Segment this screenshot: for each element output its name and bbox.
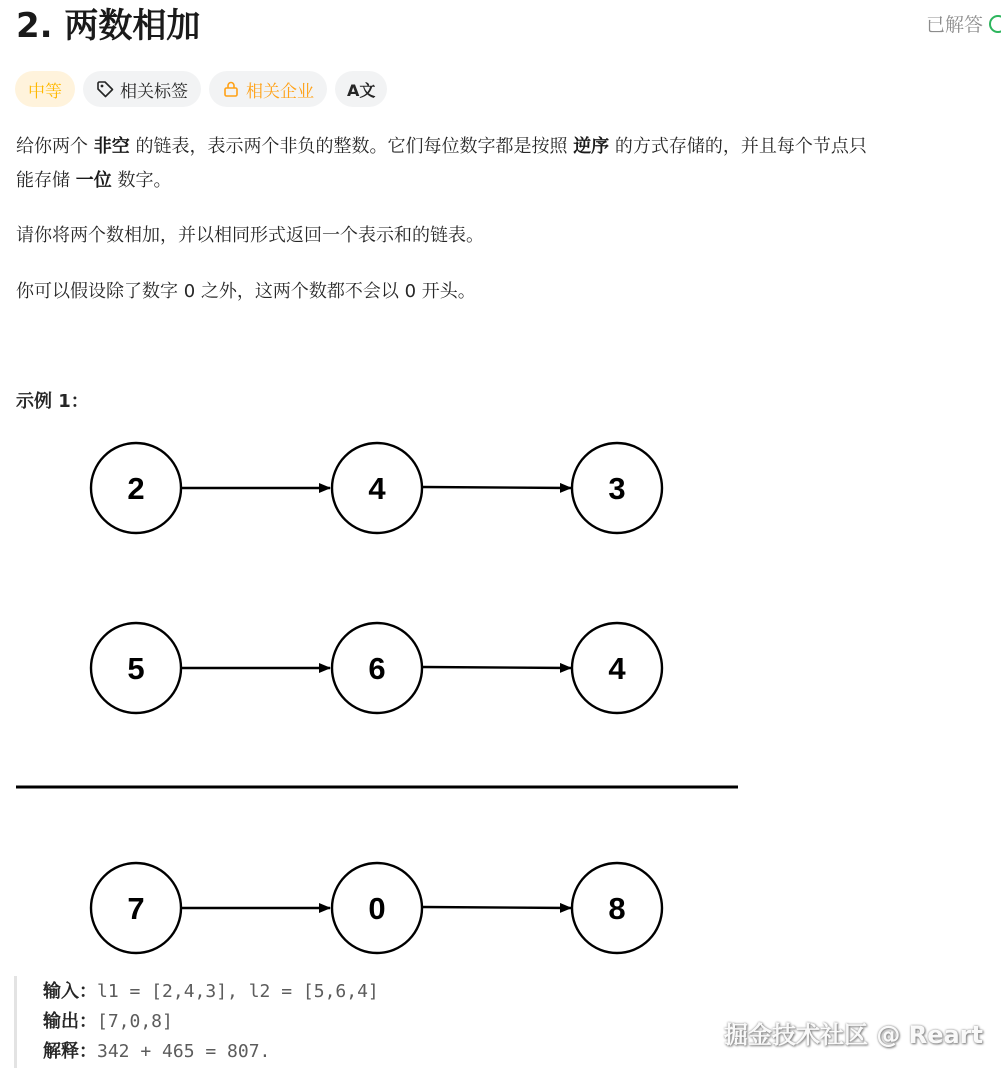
description-line-2	[16, 165, 171, 197]
input-value: l1 = [2,4,3], l2 = [5,6,4]	[97, 981, 379, 1002]
topics-tag-label: 相关标签	[120, 81, 188, 102]
tag-row	[15, 71, 387, 107]
difficulty-label: 中等	[28, 81, 62, 102]
difficulty-badge[interactable]	[15, 71, 75, 107]
output-label: 输出：	[43, 1011, 97, 1032]
lock-icon	[222, 80, 240, 98]
check-circle-icon	[989, 15, 1001, 33]
node-value: 4	[368, 471, 386, 506]
description-text: 的链表，表示两个非负的整数。它们每位数字都是按照	[129, 136, 574, 157]
problem-title: 2. 两数相加	[16, 6, 201, 46]
description-text: 给你两个	[16, 136, 94, 157]
translate-icon: A文	[347, 80, 376, 100]
example-io-block	[14, 976, 617, 1068]
description-bold-nonempty: 非空	[93, 136, 130, 157]
arrow	[422, 667, 571, 668]
description-text: 能存储	[16, 170, 76, 191]
description-bold-reverse: 逆序	[573, 136, 610, 157]
node-value: 5	[127, 651, 145, 686]
companies-tag-label: 相关企业	[246, 81, 314, 102]
description-paragraph-3: 你可以假设除了数字 0 之外，这两个数都不会以 0 开头。	[16, 281, 476, 302]
arrow	[422, 907, 571, 908]
node-value: 6	[368, 651, 386, 686]
description-text: 的方式存储的，并且每个节点只	[609, 136, 867, 157]
input-label: 输入：	[43, 981, 97, 1002]
topics-tag-button[interactable]	[83, 71, 201, 107]
example-title: 示例 1：	[16, 391, 89, 412]
list-row-l2	[91, 623, 662, 713]
list-row-result	[91, 863, 662, 953]
watermark: 掘金技术社区 @ Reart	[724, 1021, 983, 1049]
explain-label: 解释：	[43, 1041, 97, 1062]
node-value: 4	[608, 651, 626, 686]
description-bold-onedigit: 一位	[75, 170, 112, 191]
output-value: [7,0,8]	[97, 1011, 173, 1032]
solved-status	[926, 10, 1001, 37]
node-value: 8	[608, 891, 626, 926]
example-explanation	[43, 1037, 270, 1067]
node-value: 3	[608, 471, 626, 506]
arrow	[422, 487, 571, 488]
companies-tag-button[interactable]	[209, 71, 327, 107]
description-line-1	[16, 131, 867, 163]
example-input	[43, 977, 379, 1007]
tag-icon	[96, 80, 114, 98]
explain-value: 342 + 465 = 807.	[97, 1041, 271, 1062]
node-value: 2	[127, 471, 145, 506]
solved-status-text: 已解答	[926, 14, 984, 36]
description-text: 数字。	[111, 170, 172, 191]
linked-list-diagram	[0, 430, 760, 960]
translate-button[interactable]	[335, 71, 387, 107]
description-paragraph-2: 请你将两个数相加，并以相同形式返回一个表示和的链表。	[16, 225, 484, 246]
node-value: 7	[127, 891, 145, 926]
node-value: 0	[368, 891, 386, 926]
example-output	[43, 1007, 173, 1037]
list-row-l1	[91, 443, 662, 533]
